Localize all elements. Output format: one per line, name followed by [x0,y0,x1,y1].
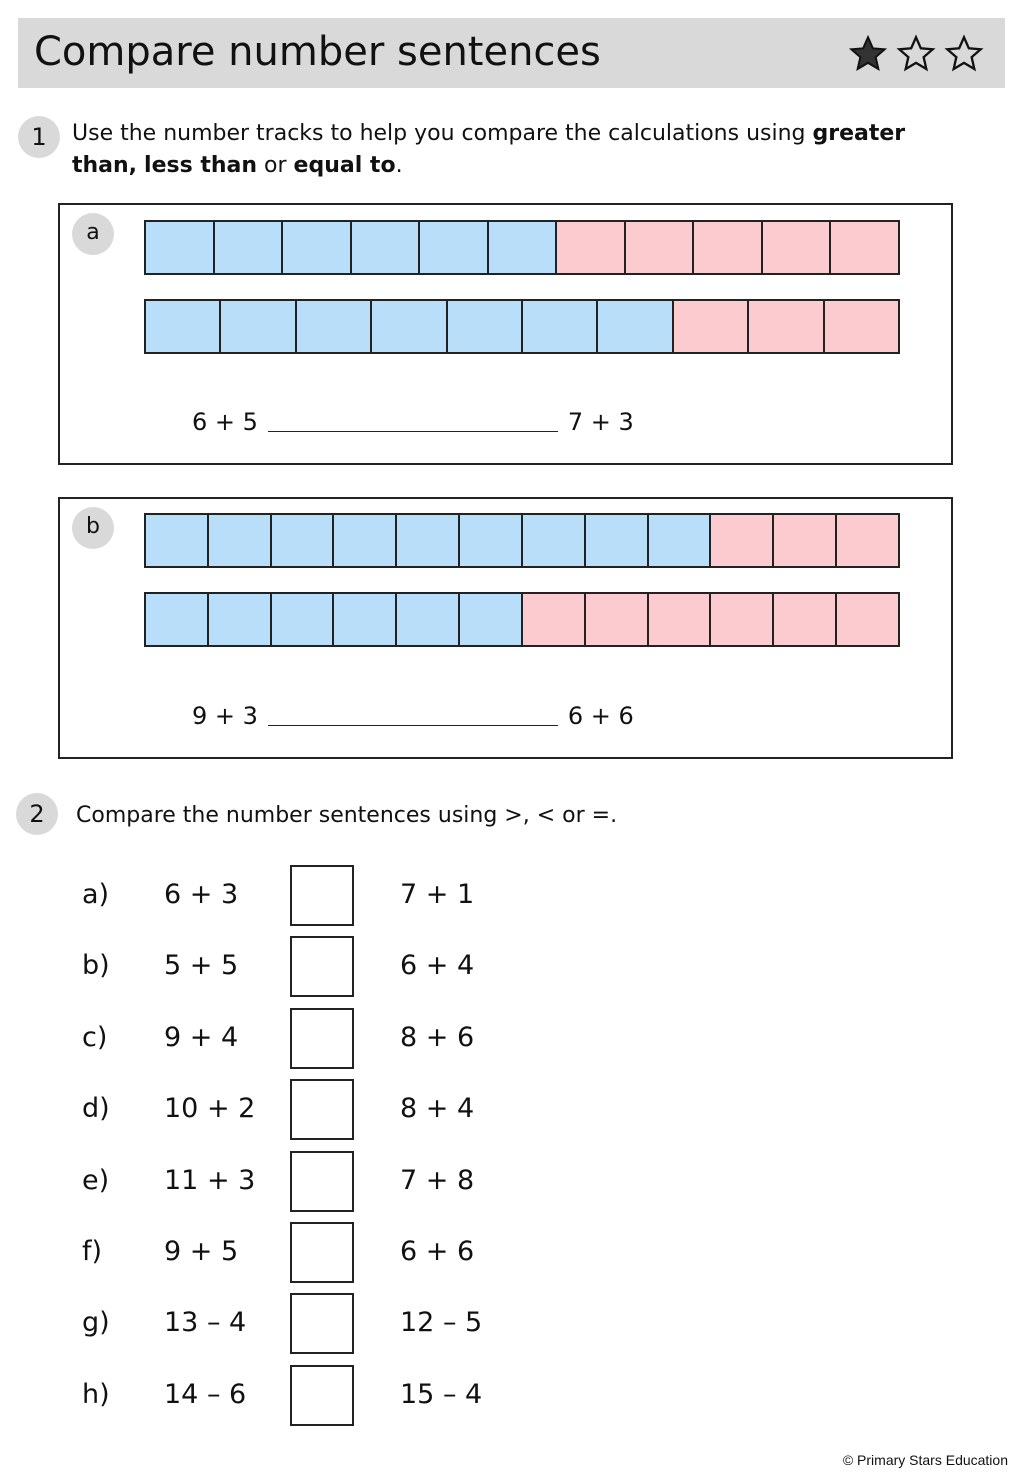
instruction-keyword: less than [144,153,258,178]
track-cell-blue [146,515,209,566]
track-cell-blue [397,594,460,645]
star-outline-icon [943,34,985,74]
track-cell-pink [649,594,712,645]
track-cell-blue [146,222,215,273]
part-b-comparison [192,701,634,731]
part-b-right-expression: 6 + 6 [567,702,634,730]
track-cell-blue [598,301,673,352]
right-expression: 6 + 4 [400,950,475,982]
right-expression: 8 + 4 [400,1093,475,1125]
row-label: h) [82,1378,110,1410]
question-2-instruction: Compare the number sentences using >, < or =. [76,803,618,828]
track-cell-blue [420,222,489,273]
right-expression: 7 + 1 [400,879,475,910]
question-1-instruction [72,118,972,182]
track-cell-pink [837,594,898,645]
left-expression: 6 + 3 [164,879,239,910]
track-cell-blue [372,301,447,352]
answer-box[interactable] [290,1365,354,1426]
answer-box[interactable] [290,1293,354,1354]
answer-box[interactable] [290,1151,354,1212]
part-b-answer-blank[interactable] [268,724,558,726]
part-a-left-expression: 6 + 5 [192,408,258,436]
row-label: d) [82,1093,110,1125]
track-cell-pink [674,301,749,352]
track-cell-pink [763,222,832,273]
number-track-b-1 [144,513,900,568]
track-cell-blue [283,222,352,273]
comparison-row [0,1151,700,1213]
right-expression: 7 + 8 [400,1164,475,1196]
track-cell-pink [749,301,824,352]
part-a-panel [58,203,953,465]
track-cell-blue [215,222,284,273]
part-b-left-expression: 9 + 3 [192,702,258,730]
track-cell-blue [586,515,649,566]
left-expression: 14 – 6 [164,1378,247,1410]
number-track-a-2 [144,299,900,354]
right-expression: 12 – 5 [400,1307,483,1339]
instruction-text [137,153,144,178]
question-1-number: 1 [18,116,60,158]
track-cell-pink [711,515,774,566]
answer-box[interactable] [290,1008,354,1069]
track-cell-blue [146,594,209,645]
instruction-text: Use the number tracks to help you compare the calculations using [72,121,813,146]
row-label: e) [82,1164,110,1196]
track-cell-blue [272,594,335,645]
comparison-row [0,936,700,998]
comparison-row [0,1365,700,1427]
row-label: b) [82,950,110,982]
star-filled-icon [847,34,889,74]
track-cell-pink [774,594,837,645]
track-cell-blue [397,515,460,566]
comparison-row [0,1079,700,1141]
track-cell-blue [448,301,523,352]
track-cell-blue [523,301,598,352]
right-expression: 15 – 4 [400,1378,483,1410]
instruction-text: or [257,153,294,178]
star-outline-icon [895,34,937,74]
part-a-answer-blank[interactable] [268,430,558,432]
comparison-row [0,1008,700,1070]
comparison-row [0,865,700,927]
track-cell-pink [837,515,898,566]
left-expression: 9 + 5 [164,1236,239,1267]
copyright-footer: © Primary Stars Education [842,1452,1008,1468]
track-cell-pink [774,515,837,566]
part-a-comparison [192,407,634,437]
track-cell-pink [825,301,898,352]
track-cell-pink [831,222,898,273]
track-cell-blue [460,515,523,566]
track-cell-blue [523,515,586,566]
left-expression: 10 + 2 [164,1093,256,1125]
comparison-row [0,1222,700,1284]
track-cell-blue [146,301,221,352]
track-cell-pink [586,594,649,645]
instruction-text: . [395,153,403,178]
track-cell-pink [523,594,586,645]
track-cell-blue [272,515,335,566]
track-cell-pink [711,594,774,645]
answer-box[interactable] [290,1222,354,1283]
instruction-keyword: greater than, [72,121,906,178]
track-cell-blue [334,594,397,645]
track-cell-blue [209,594,272,645]
part-b-panel [58,497,953,759]
title-bar [18,18,1005,88]
question-2-number: 2 [16,793,58,835]
track-cell-blue [352,222,421,273]
difficulty-stars [847,34,985,74]
row-label: g) [82,1307,110,1339]
comparison-row [0,1293,700,1355]
row-label: c) [82,1021,108,1053]
answer-box[interactable] [290,865,354,926]
track-cell-blue [209,515,272,566]
number-track-a-1 [144,220,900,275]
track-cell-blue [334,515,397,566]
instruction-keyword: equal to [293,153,396,178]
track-cell-blue [649,515,712,566]
track-cell-blue [460,594,523,645]
part-b-badge: b [72,507,114,549]
track-cell-pink [626,222,695,273]
left-expression: 13 – 4 [164,1307,247,1339]
track-cell-blue [297,301,372,352]
track-cell-blue [221,301,296,352]
answer-box[interactable] [290,1079,354,1140]
number-track-b-2 [144,592,900,647]
track-cell-pink [557,222,626,273]
right-expression: 8 + 6 [400,1021,475,1053]
page-title: Compare number sentences [34,29,601,75]
left-expression: 11 + 3 [164,1164,256,1196]
track-cell-pink [694,222,763,273]
left-expression: 5 + 5 [164,950,239,982]
row-label: a) [82,879,110,910]
part-a-right-expression: 7 + 3 [567,408,634,436]
part-a-badge: a [72,213,114,255]
right-expression: 6 + 6 [400,1236,475,1267]
track-cell-blue [489,222,558,273]
left-expression: 9 + 4 [164,1021,239,1053]
answer-box[interactable] [290,936,354,997]
row-label: f) [82,1236,103,1267]
